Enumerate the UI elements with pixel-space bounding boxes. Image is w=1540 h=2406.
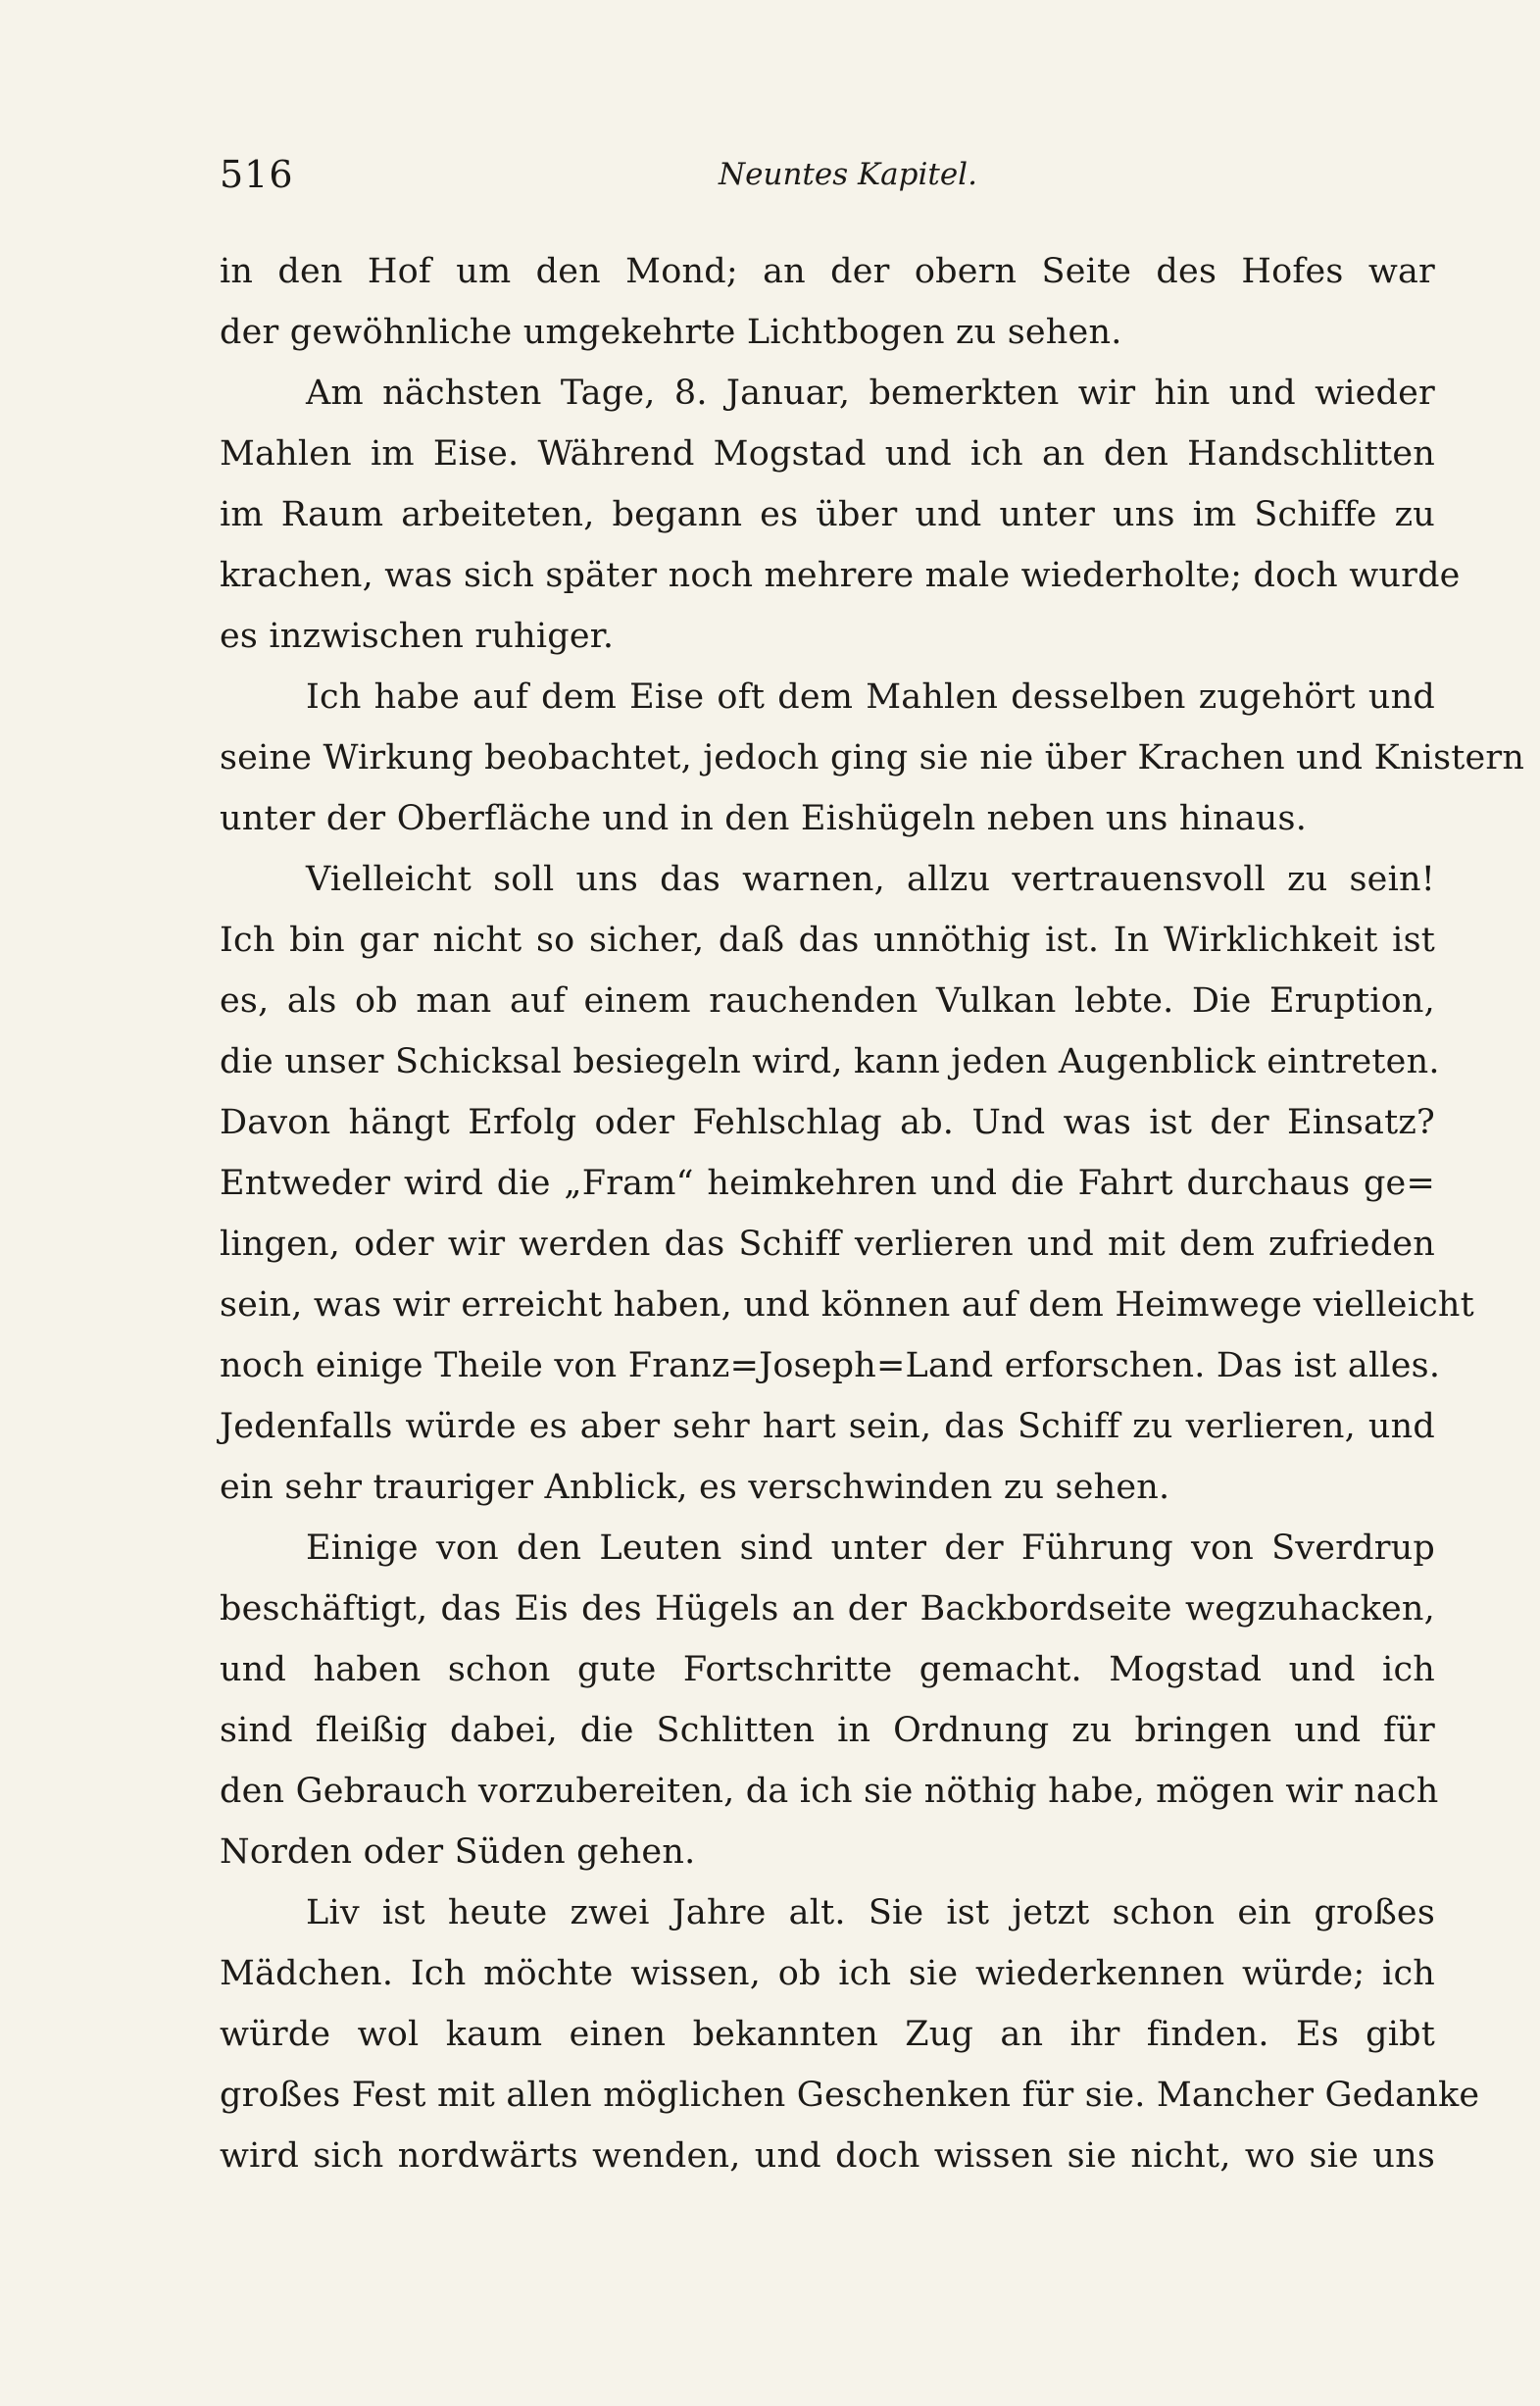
text-line: wird sich nordwärts wenden, und doch wissen sie nicht, wo sie uns <box>220 2136 1435 2176</box>
text-line: unter der Oberfläche und in den Eishügeln neben uns hinaus. <box>220 799 1308 838</box>
text-line: ein sehr trauriger Anblick, es verschwinden zu sehen. <box>220 1468 1170 1507</box>
text-line: Vielleicht soll uns das warnen, allzu vertrauensvoll zu sein! <box>306 860 1435 899</box>
text-line: die unser Schicksal besiegeln wird, kann jeden Augenblick eintreten. <box>220 1042 1440 1081</box>
text-line: Mädchen. Ich möchte wissen, ob ich sie wiederkennen würde; ich <box>220 1954 1435 1993</box>
text-line: lingen, oder wir werden das Schiff verlieren und mit dem zufrieden <box>220 1225 1435 1264</box>
text-line: Norden oder Süden gehen. <box>220 1832 696 1872</box>
text-line: Am nächsten Tage, 8. Januar, bemerkten wir hin und wieder <box>306 374 1435 413</box>
text-line: noch einige Theile von Franz=Joseph=Land erforschen. Das ist alles. <box>220 1346 1441 1385</box>
text-line: Ich habe auf dem Eise oft dem Mahlen desselben zugehört und <box>306 677 1435 717</box>
text-line: Einige von den Leuten sind unter der Führung von Sverdrup <box>306 1529 1435 1568</box>
text-line: sein, was wir erreicht haben, und können auf dem Heimwege vielleicht <box>220 1285 1474 1325</box>
text-line: beschäftigt, das Eis des Hügels an der Backbordseite wegzuhacken, <box>220 1589 1435 1629</box>
text-line: es inzwischen ruhiger. <box>220 617 615 656</box>
text-line: Liv ist heute zwei Jahre alt. Sie ist jetzt schon ein großes <box>306 1893 1435 1932</box>
text-line: Entweder wird die „Fram“ heimkehren und die Fahrt durchaus ge= <box>220 1164 1435 1203</box>
body-text <box>220 241 1525 2186</box>
page-number: 516 <box>220 153 294 196</box>
text-line: und haben schon gute Fortschritte gemacht. Mogstad und ich <box>220 1650 1435 1689</box>
text-line: sind fleißig dabei, die Schlitten in Ordnung zu bringen und für <box>220 1711 1435 1750</box>
text-line: in den Hof um den Mond; an der obern Seite des Hofes war <box>220 252 1435 291</box>
text-line: würde wol kaum einen bekannten Zug an ihr finden. Es gibt <box>220 2015 1435 2054</box>
text-line: es, als ob man auf einem rauchenden Vulkan lebte. Die Eruption, <box>220 981 1435 1021</box>
text-line: krachen, was sich später noch mehrere male wiederholte; doch wurde <box>220 556 1461 595</box>
text-line: Davon hängt Erfolg oder Fehlschlag ab. Und was ist der Einsatz? <box>220 1103 1435 1142</box>
text-line: den Gebrauch vorzubereiten, da ich sie nöthig habe, mögen wir nach <box>220 1772 1439 1811</box>
text-line: Ich bin gar nicht so sicher, daß das unnöthig ist. In Wirklichkeit ist <box>220 921 1435 960</box>
text-line: der gewöhnliche umgekehrte Lichtbogen zu sehen. <box>220 313 1122 352</box>
text-line: Mahlen im Eise. Während Mogstad und ich an den Handschlitten <box>220 434 1435 474</box>
text-line: im Raum arbeiteten, begann es über und unter uns im Schiffe zu <box>220 495 1435 534</box>
text-line: großes Fest mit allen möglichen Geschenken für sie. Mancher Gedanke <box>220 2076 1480 2115</box>
text-line: seine Wirkung beobachtet, jedoch ging sie nie über Krachen und Knistern <box>220 738 1525 777</box>
running-head: Neuntes Kapitel. <box>719 157 977 192</box>
text-line: Jedenfalls würde es aber sehr hart sein, das Schiff zu verlieren, und <box>220 1407 1435 1446</box>
